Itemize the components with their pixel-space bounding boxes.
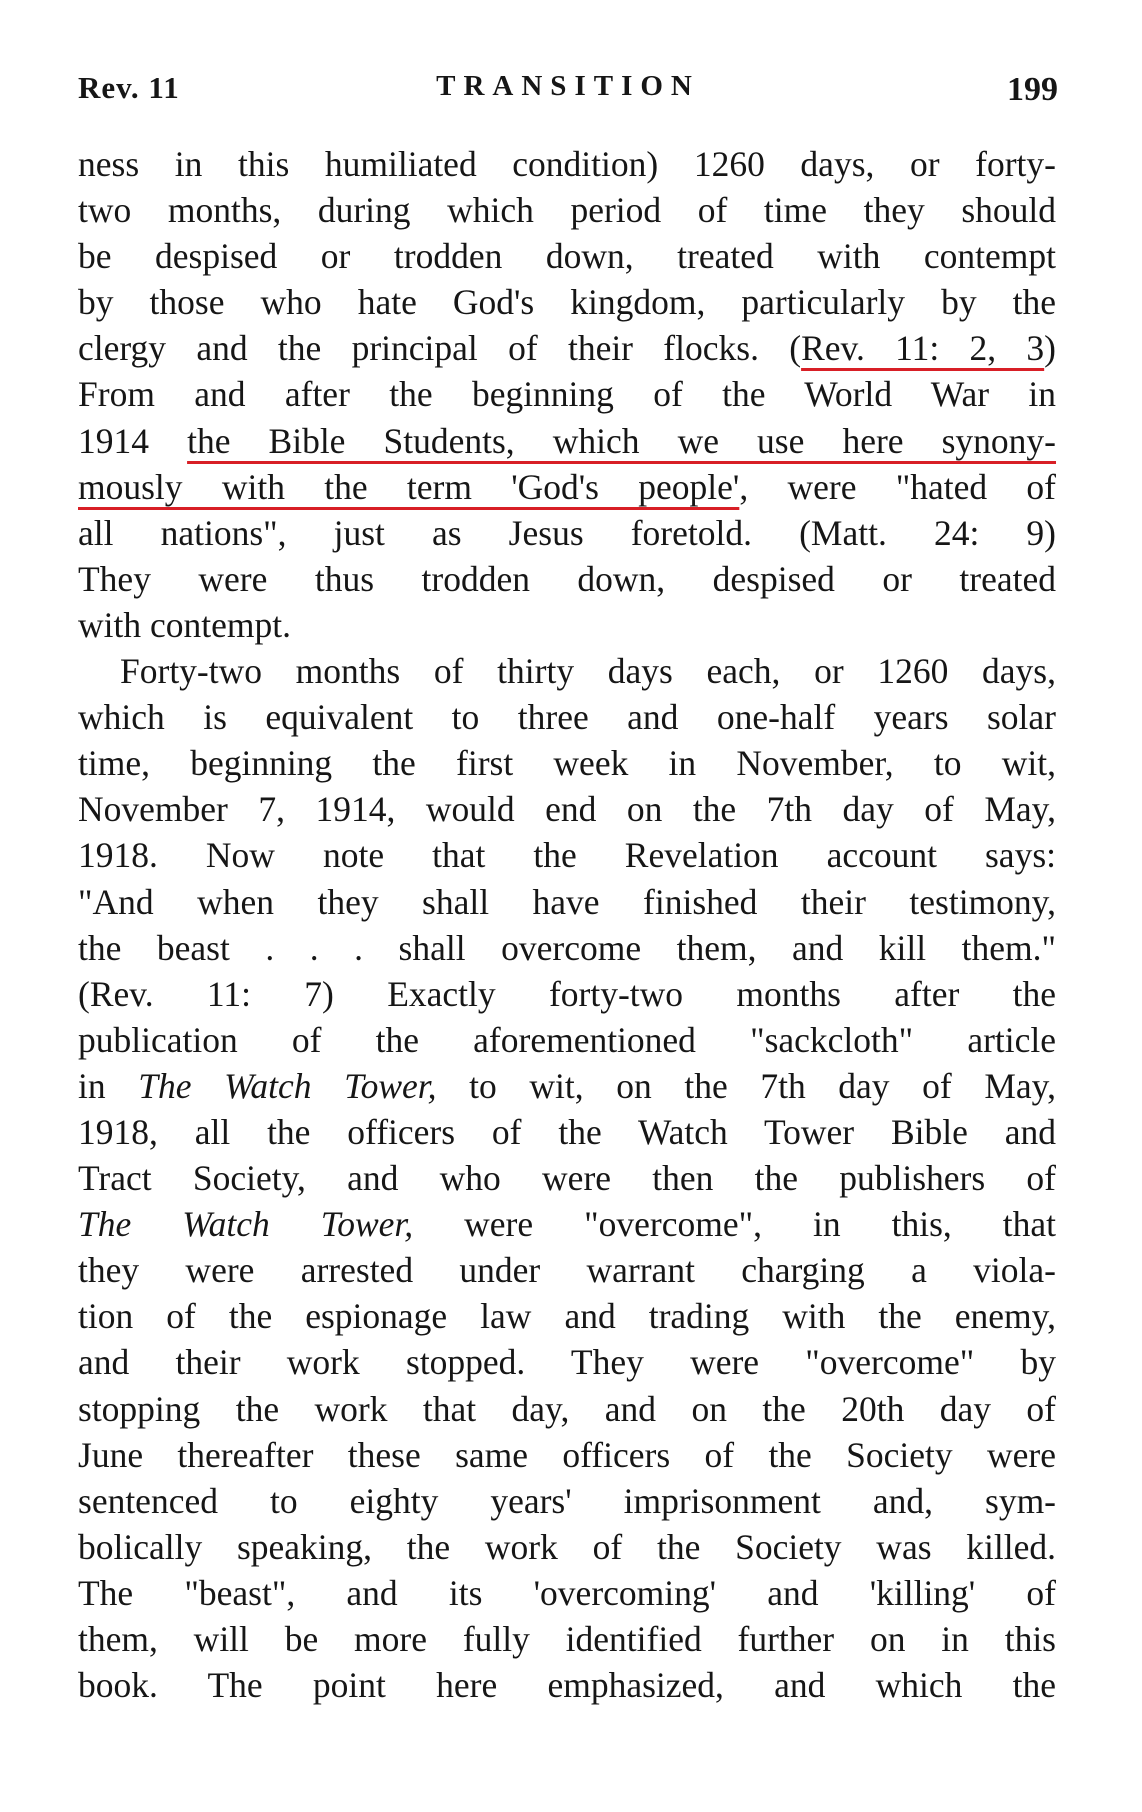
text-segment: were "overcome", in this, that xyxy=(413,1204,1057,1245)
text-line: they were arrested under warrant charging a viola- xyxy=(78,1250,1056,1291)
text-line: 1918, all the officers of the Watch Tower Bible and xyxy=(78,1111,1056,1152)
text-line: two months, during which period of time they should xyxy=(78,190,1056,231)
text-line: November 7, 1914, would end on the 7th day of May, xyxy=(78,789,1056,830)
text-line: book. The point here emphasized, and which the xyxy=(78,1665,1056,1706)
page-number: 199 xyxy=(1007,71,1058,108)
text-line: stopping the work that day, and on the 20th day of xyxy=(78,1388,1056,1429)
text-segment: clergy and the principal of their flocks. ( xyxy=(78,328,802,369)
chapter-reference: Rev. 11 xyxy=(78,70,180,105)
text-line: them, will be more fully identified further on in this xyxy=(78,1619,1056,1659)
text-line: They were thus trodden down, despised or treated xyxy=(78,558,1056,599)
text-line: publication of the aforementioned "sackcloth" article xyxy=(78,1019,1056,1060)
text-line-underlined xyxy=(78,418,1056,464)
text-line: time, beginning the first week in November, to wit, xyxy=(78,743,1056,784)
text-line: the beast . . . shall overcome them, and kill them." xyxy=(78,927,1056,968)
text-line: with contempt. xyxy=(78,604,291,645)
text-line: by those who hate God's kingdom, particularly by the xyxy=(78,282,1056,323)
text-segment: to wit, on the 7th day of May, xyxy=(436,1065,1056,1106)
text-segment: ) xyxy=(1044,328,1056,369)
text-line: be despised or trodden down, treated with contempt xyxy=(78,236,1056,277)
text-line: June thereafter these same officers of the Society were xyxy=(78,1434,1056,1475)
underlined-passage: the Bible Students, which we use here synony- xyxy=(187,420,1057,461)
chapter-title: TRANSITION xyxy=(436,70,700,102)
text-line: From and after the beginning of the World War in xyxy=(78,374,1056,415)
text-line: sentenced to eighty years' imprisonment and, sym- xyxy=(78,1480,1056,1521)
publication-title: The Watch Tower, xyxy=(138,1065,437,1106)
text-segment: in xyxy=(78,1065,139,1106)
text-line-with-citation xyxy=(78,325,1056,371)
text-line-with-title xyxy=(78,1201,1056,1247)
text-line: bolically speaking, the work of the Society was killed. xyxy=(78,1526,1056,1567)
text-line-underlined xyxy=(78,464,1056,510)
text-line: tion of the espionage law and trading with the enemy, xyxy=(78,1296,1056,1337)
text-line: 1918. Now note that the Revelation account says: xyxy=(78,835,1056,876)
running-head xyxy=(78,70,1058,114)
text-line: and their work stopped. They were "overcome" by xyxy=(78,1342,1056,1383)
text-line: Tract Society, and who were then the publishers of xyxy=(78,1158,1056,1199)
publication-title: The Watch Tower, xyxy=(78,1204,414,1245)
underlined-passage: mously with the term 'God's people' xyxy=(78,466,740,507)
text-line: "And when they shall have finished their testimony, xyxy=(78,881,1056,922)
underlined-citation: Rev. 11: 2, 3 xyxy=(801,328,1045,369)
text-segment: 1914 xyxy=(78,420,188,461)
text-line: which is equivalent to three and one-half years solar xyxy=(78,697,1056,738)
body-text xyxy=(78,141,1056,1708)
text-line: The "beast", and its 'overcoming' and 'killing' of xyxy=(78,1572,1056,1613)
text-line: (Rev. 11: 7) Exactly forty-two months after the xyxy=(78,973,1056,1014)
text-segment: , were "hated of xyxy=(739,466,1056,507)
text-line: all nations", just as Jesus foretold. (Matt. 24: 9) xyxy=(78,512,1056,553)
paragraph-first-line: Forty-two months of thirty days each, or 1260 days, xyxy=(120,651,1056,692)
text-line-with-title xyxy=(78,1063,1056,1109)
text-line: ness in this humiliated condition) 1260 days, or forty- xyxy=(78,144,1056,184)
